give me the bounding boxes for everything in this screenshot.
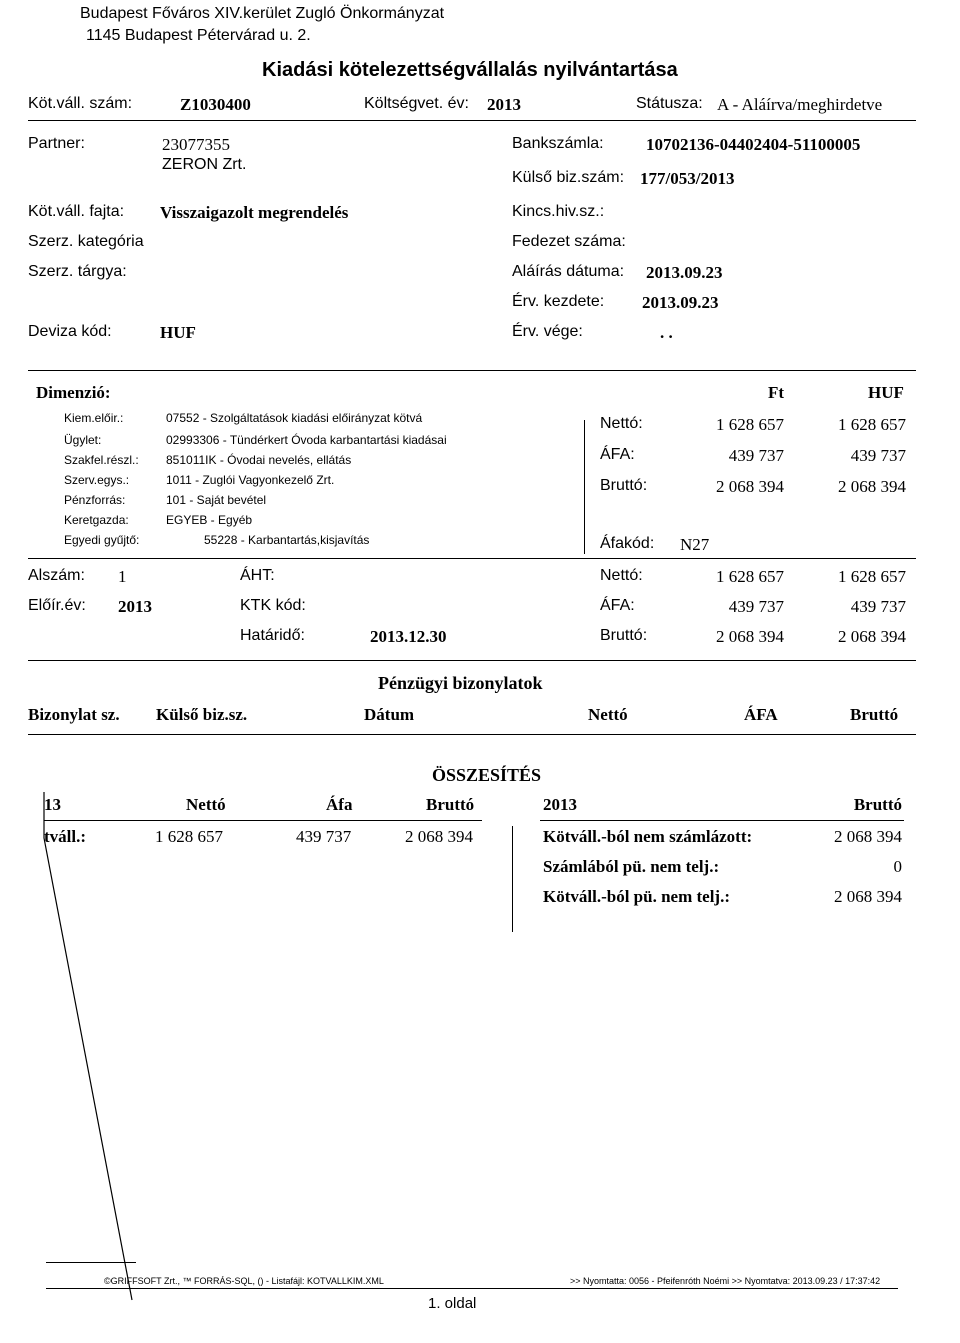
col-datum: Dátum (364, 705, 415, 724)
kulso-biz-label: Külső biz.szám: (512, 169, 625, 186)
col-afa: ÁFA (744, 705, 778, 724)
dim-brutto-ft: 2 068 394 (716, 477, 784, 496)
fedezet-label: Fedezet száma: (512, 233, 626, 250)
deviza-label: Deviza kód: (28, 323, 112, 340)
al-brutto-huf: 2 068 394 (838, 627, 906, 646)
col-kulso-biz: Külső biz.sz. (156, 705, 248, 724)
sum-right-label: Kötváll.-ból nem számlázott: (543, 827, 753, 846)
sum-row-afa: 439 737 (296, 827, 352, 846)
sum-right-brutto: Bruttó (853, 795, 902, 814)
col-netto: Nettó (588, 705, 628, 724)
dim-brutto-label: Bruttó: (600, 477, 648, 494)
alszam: 1 (118, 567, 127, 586)
kotvall-szam: Z1030400 (180, 95, 251, 114)
kategoria-label: Szerz. kategória (28, 233, 144, 250)
sum-row-netto: 1 628 657 (155, 827, 223, 846)
footer-printed: >> Nyomtatta: 0056 - Pfeifenróth Noémi >> Nyomtatva: 2013.09.23 / 17:37:42 (570, 1276, 881, 1286)
dim-value: EGYEB - Egyéb (166, 513, 253, 527)
sum-netto-head: Nettó (186, 795, 226, 814)
al-brutto-label: Bruttó: (600, 627, 648, 644)
statusz: A - Aláírva/meghirdetve (717, 95, 883, 114)
dim-label: Keretgazda: (64, 513, 129, 527)
dim-value: 101 - Saját bevétel (166, 493, 267, 507)
kotvall-szam-label: Köt.váll. szám: (28, 95, 133, 112)
kincs-label: Kincs.hiv.sz.: (512, 203, 605, 220)
al-netto-label: Nettó: (600, 567, 643, 584)
sum-right-value: 0 (893, 857, 902, 876)
aht-label: ÁHT: (240, 567, 275, 584)
dim-label: Kiem.előir.: (64, 411, 124, 425)
footer-software: ©GRIFFSOFT Zrt., ™ FORRÁS-SQL, () - Listafájl: KOTVALLKIM.XML (104, 1276, 384, 1286)
partner-label: Partner: (28, 135, 85, 152)
dim-value: 55228 - Karbantartás,kisjavítás (204, 533, 370, 547)
sum-year-head: 13 (44, 795, 61, 814)
dim-label: Szakfel.részl.: (64, 453, 139, 467)
al-afa-label: ÁFA: (600, 597, 635, 614)
sum-afa-head: Áfa (326, 795, 353, 814)
bankszamla-label: Bankszámla: (512, 135, 604, 152)
hatarido: 2013.12.30 (370, 627, 447, 646)
col-huf: HUF (868, 383, 904, 402)
alairas-label: Aláírás dátuma: (512, 263, 625, 280)
dim-netto-ft: 1 628 657 (716, 415, 784, 434)
targya-label: Szerz. tárgya: (28, 263, 127, 280)
fajta: Visszaigazolt megrendelés (160, 203, 349, 222)
al-netto-huf: 1 628 657 (838, 567, 906, 586)
kulso-biz: 177/053/2013 (640, 169, 735, 188)
col-ft: Ft (768, 383, 785, 402)
dim-label: Szerv.egys.: (64, 473, 130, 487)
dimenzio-title: Dimenzió: (36, 383, 111, 402)
sum-right-label: Kötváll.-ból pü. nem telj.: (543, 887, 730, 906)
sum-right-label: Számlából pü. nem telj.: (543, 857, 720, 876)
col-bizonylat: Bizonylat sz. (28, 705, 120, 724)
dim-value: 1011 - Zuglói Vagyonkezelő Zrt. (166, 473, 335, 487)
eloir-label: Előír.év: (28, 597, 86, 614)
dim-brutto-huf: 2 068 394 (838, 477, 906, 496)
dim-afa-ft: 439 737 (728, 446, 784, 465)
al-afa-huf: 439 737 (850, 597, 906, 616)
footer-stub-line (46, 1262, 136, 1263)
org-name: Budapest Főváros XIV.kerület Zugló Önkormányzat (80, 5, 445, 22)
sum-right-year: 2013 (543, 795, 577, 814)
dim-afa-label: ÁFA: (600, 446, 635, 463)
dim-value: 851011IK - Óvodai nevelés, ellátás (166, 453, 352, 467)
erv-kezdete: 2013.09.23 (642, 293, 719, 312)
col-brutto: Bruttó (850, 705, 899, 724)
erv-vege-label: Érv. vége: (512, 323, 583, 340)
al-brutto-ft: 2 068 394 (716, 627, 784, 646)
koltsegvet-ev: 2013 (487, 95, 521, 114)
partner-name: ZERON Zrt. (162, 156, 247, 173)
alairas: 2013.09.23 (646, 263, 723, 282)
sum-right-value: 2 068 394 (834, 887, 902, 906)
dim-label: Pénzforrás: (64, 493, 126, 507)
ktk-label: KTK kód: (240, 597, 306, 614)
partner-id: 23077355 (162, 135, 230, 154)
al-netto-ft: 1 628 657 (716, 567, 784, 586)
dim-label: Ügylet: (64, 433, 102, 447)
al-afa-ft: 439 737 (728, 597, 784, 616)
osszesites-title: ÖSSZESÍTÉS (432, 765, 542, 785)
eloir: 2013 (118, 597, 152, 616)
hatarido-label: Határidő: (240, 627, 305, 644)
dim-netto-label: Nettó: (600, 415, 643, 432)
erv-kezdete-label: Érv. kezdete: (512, 293, 605, 310)
dim-netto-huf: 1 628 657 (838, 415, 906, 434)
afakod-label: Áfakód: (600, 535, 655, 552)
dim-value: 02993306 - Tündérkert Óvoda karbantartási kiadásai (166, 433, 447, 447)
afakod: N27 (680, 535, 710, 554)
dim-label: Egyedi gyűjtő: (64, 533, 140, 547)
dim-afa-huf: 439 737 (850, 446, 906, 465)
page-number: 1. oldal (428, 1295, 477, 1312)
sum-row-brutto: 2 068 394 (405, 827, 473, 846)
sum-row-label: tváll.: (44, 827, 87, 846)
bankszamla: 10702136-04402404-51100005 (646, 135, 861, 154)
sum-right-value: 2 068 394 (834, 827, 902, 846)
dim-value: 07552 - Szolgáltatások kiadási előirányzat kötvá (166, 411, 423, 425)
deviza: HUF (160, 323, 196, 342)
fajta-label: Köt.váll. fajta: (28, 203, 125, 220)
alszam-label: Alszám: (28, 567, 85, 584)
org-address: 1145 Budapest Pétervárad u. 2. (86, 27, 311, 44)
erv-vege: . . (660, 323, 673, 342)
footer-divider (46, 1288, 898, 1289)
page-title: Kiadási kötelezettségvállalás nyilvántartása (262, 59, 678, 81)
sum-brutto-head: Bruttó (426, 795, 475, 814)
statusz-label: Státusza: (636, 95, 703, 112)
penzugyi-title: Pénzügyi bizonylatok (378, 673, 543, 693)
koltsegvet-ev-label: Költségvet. év: (364, 95, 469, 112)
